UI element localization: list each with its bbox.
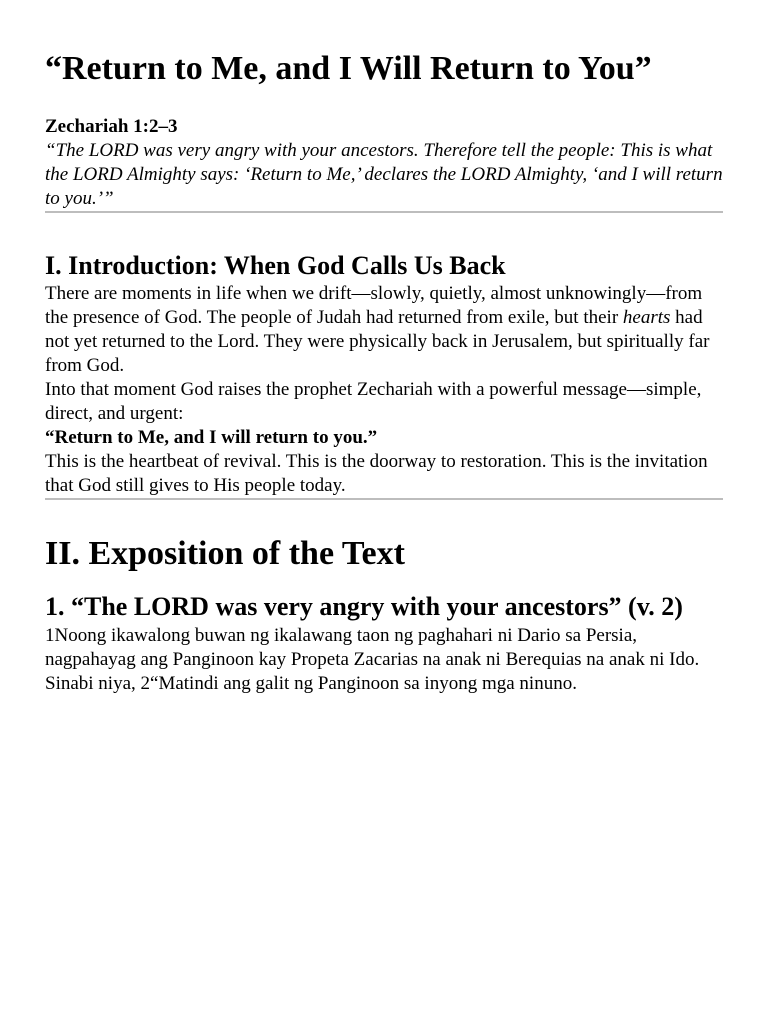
- scripture-quote: “The LORD was very angry with your ancestors. Therefore tell the people: This is what the LORD Almighty says: ‘Return to Me,’ declares the LORD Almighty, ‘and I will return to you.’”: [45, 140, 723, 209]
- intro-paragraph-1: [45, 282, 723, 378]
- intro-paragraph-1-emphasis: hearts: [622, 307, 671, 328]
- scripture-reference: Zechariah 1:2–3: [45, 116, 178, 137]
- section-heading-exposition: II. Exposition of the Text: [45, 535, 405, 572]
- intro-paragraph-4: This is the heartbeat of revival. This is the doorway to restoration. This is the invitation that God still gives to His people today.: [45, 451, 708, 496]
- exposition-paragraph-2: Sinabi niya, 2“Matindi ang galit ng Panginoon sa inyong mga ninuno.: [45, 673, 577, 694]
- intro-paragraph-1-text-end: had not yet returned to the Lord. They were physically back in Jerusalem, but spiritually far from God.: [45, 307, 710, 376]
- exposition-paragraph-1: 1Noong ikawalong buwan ng ikalawang taon ng paghahari ni Dario sa Persia, nagpahayag ang Panginoon kay Propeta Zacarias na anak ni Berequias na anak ni Ido.: [45, 625, 700, 670]
- section-divider: [45, 211, 723, 213]
- page-title: “Return to Me, and I Will Return to You”: [45, 50, 652, 87]
- subsection-heading-1: 1. “The LORD was very angry with your ancestors” (v. 2): [45, 592, 683, 621]
- intro-paragraph-2: Into that moment God raises the prophet Zechariah with a powerful message—simple, direct, and urgent:: [45, 379, 702, 424]
- section-divider: [45, 498, 723, 500]
- key-verse-callout: “Return to Me, and I will return to you.”: [45, 427, 378, 448]
- intro-paragraph-1-text-start: There are moments in life when we drift—slowly, quietly, almost unknowingly—from the presence of God. The people of Judah had returned from exile, but their: [45, 283, 703, 328]
- section-heading-introduction: I. Introduction: When God Calls Us Back: [45, 251, 506, 280]
